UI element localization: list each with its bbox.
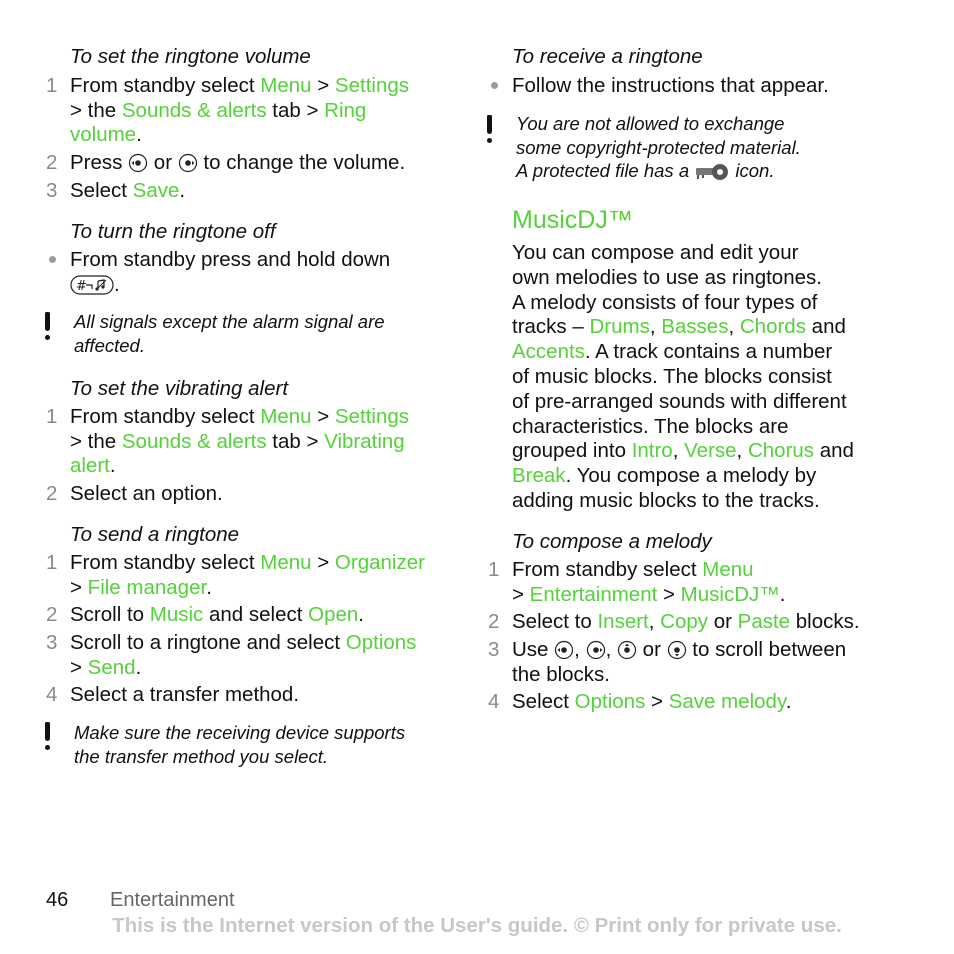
link-music[interactable]: Music [149, 603, 204, 626]
nav-right-key-icon [178, 153, 198, 173]
link-settings[interactable]: Settings [334, 405, 409, 428]
compose-step-1: 1 From standby select Menu > Entertainment > MusicDJ™. [488, 558, 786, 606]
link-send[interactable]: Send [87, 655, 136, 679]
volume-step-2: 2 Press or to change the volume. [46, 151, 406, 174]
vibrate-step-1: 1 From standby select Menu > Settings > the Sounds & alerts tab > Vibrating alert. [46, 405, 409, 477]
note-receiving-device: Make sure the receiving device supports the transfer method you select. [74, 722, 406, 767]
send-step-4: 4 Select a transfer method. [46, 683, 300, 706]
link-file-manager[interactable]: File manager [87, 575, 207, 599]
link-organizer[interactable]: Organizer [334, 551, 425, 574]
nav-down-key-icon [667, 640, 687, 660]
link-drums[interactable]: Drums [589, 315, 650, 339]
link-insert[interactable]: Insert [597, 610, 649, 633]
link-musicdj[interactable]: MusicDJ™ [680, 582, 780, 606]
footer-section-title: Entertainment [110, 889, 235, 911]
copyright-notice: This is the Internet version of the User's guide. © Print only for private use. [112, 914, 842, 937]
link-volume[interactable]: volume [70, 123, 137, 146]
compose-step-3: 3 Use , , or to scroll between the blocks. [488, 638, 847, 686]
link-ring[interactable]: Ring [324, 98, 367, 122]
nav-up-key-icon [617, 640, 637, 660]
link-basses[interactable]: Basses [661, 315, 729, 339]
link-accents[interactable]: Accents [512, 340, 585, 364]
link-verse[interactable]: Verse [684, 439, 737, 463]
svg-text:#: # [76, 279, 87, 294]
link-open[interactable]: Open [308, 603, 359, 626]
hash-silent-key-icon [70, 275, 114, 295]
link-sounds-alerts[interactable]: Sounds & alerts [121, 98, 267, 122]
page-number: 46 [46, 889, 69, 911]
volume-step-3: 3 Select Save. [46, 179, 186, 202]
link-menu[interactable]: Menu [260, 405, 312, 428]
musicdj-description: You can compose and edit your own melodies to use as ringtones. A melody consists of four types of tracks – Drums, Basses, Chords and Accents. A track contains a number of music blocks. The blocks consist of pre-arranged sounds with different characteristics. The blocks are grouped into Intro, Verse, Chorus and Break. You compose a melody by adding music blocks to the tracks. [512, 241, 854, 512]
receive-step: Follow the instructions that appear. [512, 74, 829, 97]
heading-receive-ringtone: To receive a ringtone [512, 45, 703, 68]
link-options[interactable]: Options [345, 631, 417, 654]
link-entertainment[interactable]: Entertainment [529, 582, 658, 606]
link-menu[interactable]: Menu [702, 558, 754, 581]
note-signals: All signals except the alarm signal are affected. [74, 311, 385, 356]
link-paste[interactable]: Paste [737, 610, 791, 633]
link-alert[interactable]: alert [70, 454, 110, 477]
warning-icon [45, 312, 51, 342]
key-icon [694, 163, 730, 181]
link-chords[interactable]: Chords [739, 315, 806, 339]
link-break[interactable]: Break [512, 464, 566, 488]
link-chorus[interactable]: Chorus [747, 439, 815, 463]
link-options[interactable]: Options [574, 690, 646, 713]
vibrate-step-2: 2 Select an option. [46, 482, 223, 505]
send-step-2: 2 Scroll to Music and select Open. [46, 603, 364, 626]
nav-right-key-icon [586, 640, 606, 660]
warning-icon [487, 115, 493, 145]
send-step-1: 1 From standby select Menu > Organizer > File manager. [46, 551, 425, 599]
heading-vibrating-alert: To set the vibrating alert [70, 377, 289, 400]
nav-left-key-icon [128, 153, 148, 173]
heading-ringtone-volume: To set the ringtone volume [70, 45, 311, 68]
link-menu[interactable]: Menu [260, 74, 312, 97]
warning-icon [45, 722, 51, 752]
link-menu[interactable]: Menu [260, 551, 312, 574]
off-step: From standby press and hold down # . [70, 248, 391, 296]
link-save[interactable]: Save [132, 179, 180, 202]
heading-send-ringtone: To send a ringtone [70, 523, 240, 546]
link-settings[interactable]: Settings [334, 74, 409, 97]
nav-left-key-icon [554, 640, 574, 660]
link-sounds-alerts[interactable]: Sounds & alerts [121, 429, 267, 453]
volume-step-1: 1 From standby select Menu > Settings > the Sounds & alerts tab > Ring volume. [46, 74, 409, 146]
heading-ringtone-off: To turn the ringtone off [70, 220, 276, 243]
note-copyright: You are not allowed to exchange some copyright-protected material. A protected file has a icon. [516, 113, 801, 181]
link-save-melody[interactable]: Save melody [668, 690, 786, 713]
link-vibrating[interactable]: Vibrating [324, 429, 405, 453]
send-step-3: 3 Scroll to a ringtone and select Options > Send. [46, 631, 417, 679]
compose-step-4: 4 Select Options > Save melody. [488, 690, 792, 713]
musicdj-title: MusicDJ™ [512, 206, 633, 234]
heading-compose-melody: To compose a melody [512, 530, 712, 553]
compose-step-2: 2 Select to Insert, Copy or Paste blocks. [488, 610, 860, 633]
link-copy[interactable]: Copy [660, 610, 709, 633]
link-intro[interactable]: Intro [631, 439, 673, 463]
